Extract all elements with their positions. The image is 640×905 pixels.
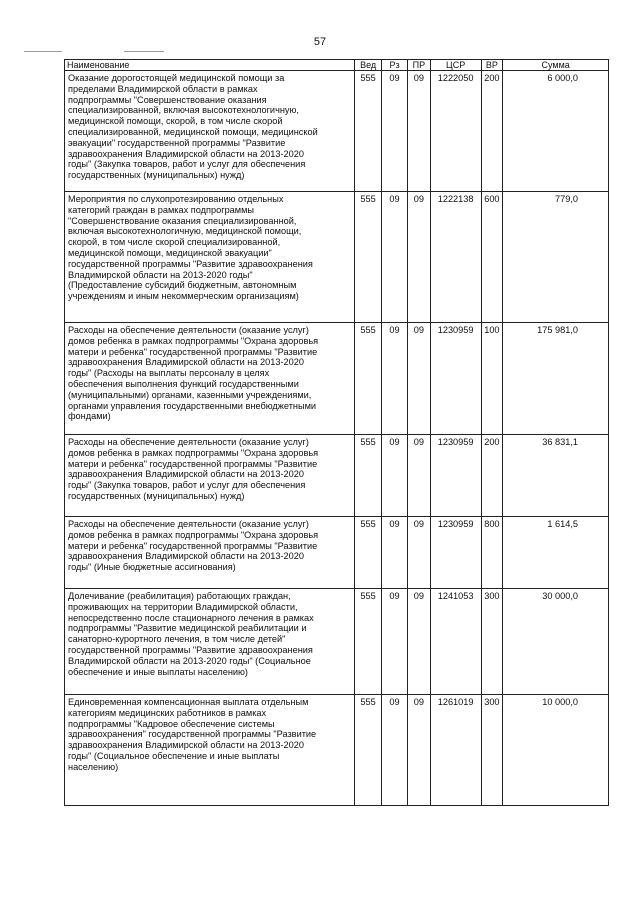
row-csr-cell: 1230959 [430,517,481,589]
column-header-pr: ПР [407,60,430,71]
row-name-text: Долечивание (реабилитация) работающих граждан, проживающих на территории Владимирской области, непосредственно после стационарного лечения в рамках подпрограммы "Развитие медицинской реабилитации и санаторно-курортного лечения, в том числе детей" государственной программы "Развитие здравоохранения Владимирской области на 2013-2020 годы" (Социальное обеспечение и иные выплаты населению) [68,591,314,677]
row-rz-cell: 09 [382,589,408,695]
row-rz-cell: 09 [382,323,408,435]
row-pr-cell: 09 [407,192,430,323]
row-pr-cell: 09 [407,323,430,435]
row-name-text: Единовременная компенсационная выплата отдельным категориям медицинских работников в рамках подпрограммы "Кадровое обеспечение системы здравоохранения" государственной программы "Развитие здравоохранения Владимирской области на 2013-2020 годы" (Социальное обеспечение и иные выплаты населению) [68,697,317,772]
row-ved-cell: 555 [355,192,382,323]
row-ved-cell: 555 [355,71,382,192]
row-name-cell [65,517,355,589]
row-sum-cell: 779,0 [503,192,609,323]
row-vr-cell: 200 [481,435,503,517]
table-row [65,71,609,192]
row-sum-cell: 175 981,0 [503,323,609,435]
row-rz-cell: 09 [382,71,408,192]
row-pr-cell: 09 [407,71,430,192]
budget-table [64,59,609,806]
row-name-text: Мероприятия по слухопротезированию отдельных категорий граждан в рамках подпрограммы "Совершенствование оказания специализированной, включая высокотехнологичную, медицинской помощи, скорой, в том числе скорой специализированной, медицинской помощи, медицинской эвакуации" государственной программы "Развитие здравоохранения Владимирской области на 2013-2020 годы" (Предоставление субсидий бюджетным, автономным учреждениям и иным некоммерческим организациям) [68,194,313,302]
table-row [65,695,609,806]
row-name-text: Оказание дорогостоящей медицинской помощи за пределами Владимирской области в рамках подпрограммы "Совершенствование оказания специализированной, включая высокотехнологичную, медицинской помощи, скорой, в том числе скорой специализированной, медицинской помощи, медицинской эвакуации" государственной программы "Развитие здравоохранения Владимирской области на 2013-2020 годы" (Закупка товаров, работ и услуг для обеспечения государственных (муниципальных) нужд) [68,73,318,181]
row-name-cell [65,695,355,806]
row-pr-cell: 09 [407,517,430,589]
row-csr-cell: 1241053 [430,589,481,695]
table-row [65,589,609,695]
row-csr-cell: 1261019 [430,695,481,806]
row-pr-cell: 09 [407,589,430,695]
row-name-text: Расходы на обеспечение деятельности (оказание услуг) домов ребенка в рамках подпрограммы "Охрана здоровья матери и ребенка" государственной программы "Развитие здравоохранения Владимирской области на 2013-2020 годы" (Иные бюджетные ассигнования) [68,519,319,573]
row-vr-cell: 300 [481,589,503,695]
row-ved-cell: 555 [355,589,382,695]
table-row [65,517,609,589]
scan-mark-right [124,51,164,52]
scan-mark-left [24,51,62,52]
row-vr-cell: 800 [481,517,503,589]
column-header-sum: Сумма [503,60,609,71]
column-header-ved: Вед [355,60,382,71]
row-sum-cell: 36 831,1 [503,435,609,517]
row-vr-cell: 200 [481,71,503,192]
table-row [65,323,609,435]
row-name-text: Расходы на обеспечение деятельности (оказание услуг) домов ребенка в рамках подпрограммы "Охрана здоровья матери и ребенка" государственной программы "Развитие здравоохранения Владимирской области на 2013-2020 годы" (Закупка товаров, работ и услуг для обеспечения государственных (муниципальных) нужд) [68,437,319,501]
table-header-row [65,60,609,71]
row-vr-cell: 300 [481,695,503,806]
row-sum-cell: 6 000,0 [503,71,609,192]
row-name-cell [65,435,355,517]
row-csr-cell: 1230959 [430,323,481,435]
column-header-vr: ВР [481,60,503,71]
row-pr-cell: 09 [407,435,430,517]
row-vr-cell: 600 [481,192,503,323]
row-name-cell [65,71,355,192]
row-vr-cell: 100 [481,323,503,435]
row-sum-cell: 10 000,0 [503,695,609,806]
row-name-cell [65,192,355,323]
row-rz-cell: 09 [382,517,408,589]
row-name-text: Расходы на обеспечение деятельности (оказание услуг) домов ребенка в рамках подпрограммы "Охрана здоровья матери и ребенка" государственной программы "Развитие здравоохранения Владимирской области на 2013-2020 годы" (Расходы на выплаты персоналу в целях обеспечения выполнения функций государственными (муниципальными) органами, казенными учреждениями, органами управления государственными внебюджетными фондами) [68,325,319,422]
row-csr-cell: 1222050 [430,71,481,192]
row-rz-cell: 09 [382,192,408,323]
table-row [65,435,609,517]
row-rz-cell: 09 [382,695,408,806]
row-csr-cell: 1230959 [430,435,481,517]
row-ved-cell: 555 [355,695,382,806]
column-header-csr: ЦСР [430,60,481,71]
page-number: 57 [313,36,327,48]
table-row [65,192,609,323]
row-csr-cell: 1222138 [430,192,481,323]
row-ved-cell: 555 [355,435,382,517]
row-sum-cell: 30 000,0 [503,589,609,695]
row-ved-cell: 555 [355,323,382,435]
row-name-cell [65,589,355,695]
column-header-rz: Рз [382,60,408,71]
row-ved-cell: 555 [355,517,382,589]
row-name-cell [65,323,355,435]
row-rz-cell: 09 [382,435,408,517]
column-header-name: Наименование [65,60,355,71]
row-pr-cell: 09 [407,695,430,806]
row-sum-cell: 1 614,5 [503,517,609,589]
